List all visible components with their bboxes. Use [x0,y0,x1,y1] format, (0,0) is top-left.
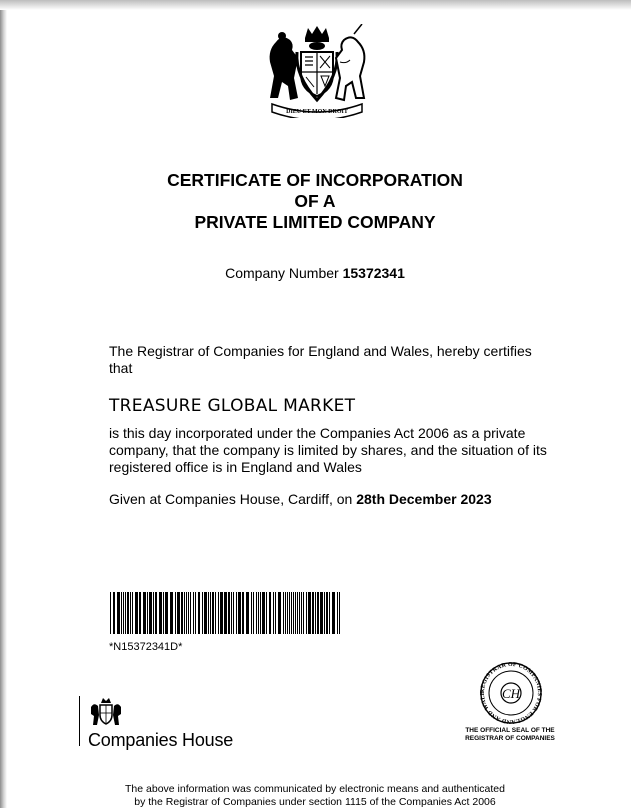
barcode-bar [301,592,302,634]
page-top-shadow [0,0,631,10]
barcode-bar [289,592,290,634]
barcode-bar [278,592,281,634]
certify-statement [109,343,559,377]
page-left-shadow [0,0,7,808]
barcode-bar [190,592,191,634]
barcode-bar [273,592,274,634]
barcode-bar [293,592,294,634]
companies-house-crest-icon [88,697,124,727]
title-line-1: CERTIFICATE OF INCORPORATION [167,170,463,190]
barcode-bar [339,592,340,634]
barcode-bar [269,592,271,634]
incorporation-statement [109,425,574,476]
barcode-bar [251,592,252,634]
title-line-3: PRIVATE LIMITED COMPANY [194,212,436,232]
barcode-bar [143,592,146,634]
barcode-bar [246,592,249,634]
barcode-bar [332,592,335,634]
seal-ring-text: REGISTRAR OF COMPANIES FOR ENGLAND AND WALE [479,661,543,725]
barcode-bar [113,592,115,634]
barcode-bar [275,592,276,634]
crest-motto: DIEU ET MON DROIT [286,109,348,115]
barcode-bar [127,592,129,634]
barcode-bar [262,592,265,634]
footer-line-1: The above information was communicated by electronic means and authenticated [125,783,505,795]
barcode-bar [215,592,216,634]
barcode-bar [266,592,267,634]
barcode-bar [326,592,328,634]
royal-coat-of-arms-icon [262,24,372,118]
given-date: 28th December 2023 [356,491,492,507]
barcode-bar [329,592,330,634]
incorporated-line-3: registered office is in England and Wales [109,459,362,475]
barcode-bar [337,592,338,634]
barcode-bar [165,592,168,634]
barcode-bar [139,592,141,634]
certify-line-2: that [109,360,133,376]
incorporated-line-1: is this day incorporated under the Companies Act 2006 as a private [109,425,526,441]
official-seal-icon [470,661,552,725]
barcode-bar [306,592,307,634]
barcode-bar [297,592,298,634]
barcode-bar [132,592,133,634]
barcode-bar [193,592,194,634]
barcode-bar [242,592,244,634]
companies-house-wordmark: Companies House [88,730,234,750]
footer-note [80,783,550,809]
barcode-bar [155,592,157,634]
barcode-bar [260,592,261,634]
barcode-bar [312,592,314,634]
companies-house-divider [79,696,80,746]
certify-line-1: The Registrar of Companies for England and Wales, hereby certifies [109,343,532,359]
footer-line-2: by the Registrar of Companies under section 1115 of the Companies Act 2006 [134,796,496,808]
barcode-bar [224,592,227,634]
given-prefix: Given at Companies House, Cardiff, on [109,491,353,507]
certificate-title [100,170,530,233]
barcode-bar [195,592,196,634]
barcode-bar [188,592,189,634]
incorporated-line-2: company, that the company is limited by shares, and the situation of its [109,442,547,458]
barcode-bar [308,592,311,634]
barcode-bar [324,592,325,634]
barcode-bar [220,592,223,634]
barcode-bar [231,592,232,634]
barcode-bar [186,592,187,634]
barcode-bar [256,592,257,634]
barcode-bar [258,592,259,634]
barcode-bar [303,592,304,634]
seal-caption [452,727,568,742]
seal-monogram: CH [501,686,521,701]
barcode-bar [291,592,292,634]
barcode-bar [253,592,254,634]
barcode-bar [177,592,180,634]
barcode-bar [175,592,176,634]
barcode-bar [317,592,319,634]
barcode-bar [210,592,211,634]
barcode-bar [236,592,237,634]
company-number-label: Company Number [225,265,339,281]
barcode-bar [153,592,154,634]
barcode-bar [130,592,131,634]
barcode-bar [149,592,152,634]
given-at-statement [109,491,569,507]
barcode-bar [202,592,203,634]
barcode-bar [198,592,200,634]
barcode-bar [208,592,209,634]
barcode-bar [228,592,230,634]
barcode-bar [110,592,111,634]
barcode-bar [299,592,300,634]
barcode-bar [238,592,241,634]
barcode-bar [159,592,162,634]
seal-caption-line-1: THE OFFICIAL SEAL OF THE [465,727,555,734]
title-line-2: OF A [294,191,336,211]
barcode-bar [285,592,286,634]
barcode-bar [287,592,288,634]
barcode-text: *N15372341D* [109,641,183,653]
barcode-bar [218,592,219,634]
barcode-bar [204,592,207,634]
barcode-bar [283,592,284,634]
seal-caption-line-2: REGISTRAR OF COMPANIES [465,734,555,742]
barcode-bar [121,592,122,634]
barcode [110,592,342,634]
barcode-bar [315,592,316,634]
barcode-bar [295,592,296,634]
barcode-bar [170,592,173,634]
barcode-bar [123,592,124,634]
company-number-value: 15372341 [342,265,405,281]
barcode-bar [184,592,185,634]
barcode-bar [212,592,214,634]
barcode-bar [320,592,323,634]
company-number-row [100,265,530,281]
barcode-bar [233,592,234,634]
barcode-bar [147,592,148,634]
barcode-bar [125,592,126,634]
company-name: TREASURE GLOBAL MARKET [109,396,356,416]
barcode-bar [117,592,120,634]
barcode-bar [181,592,183,634]
barcode-bar [135,592,138,634]
barcode-bar [163,592,164,634]
